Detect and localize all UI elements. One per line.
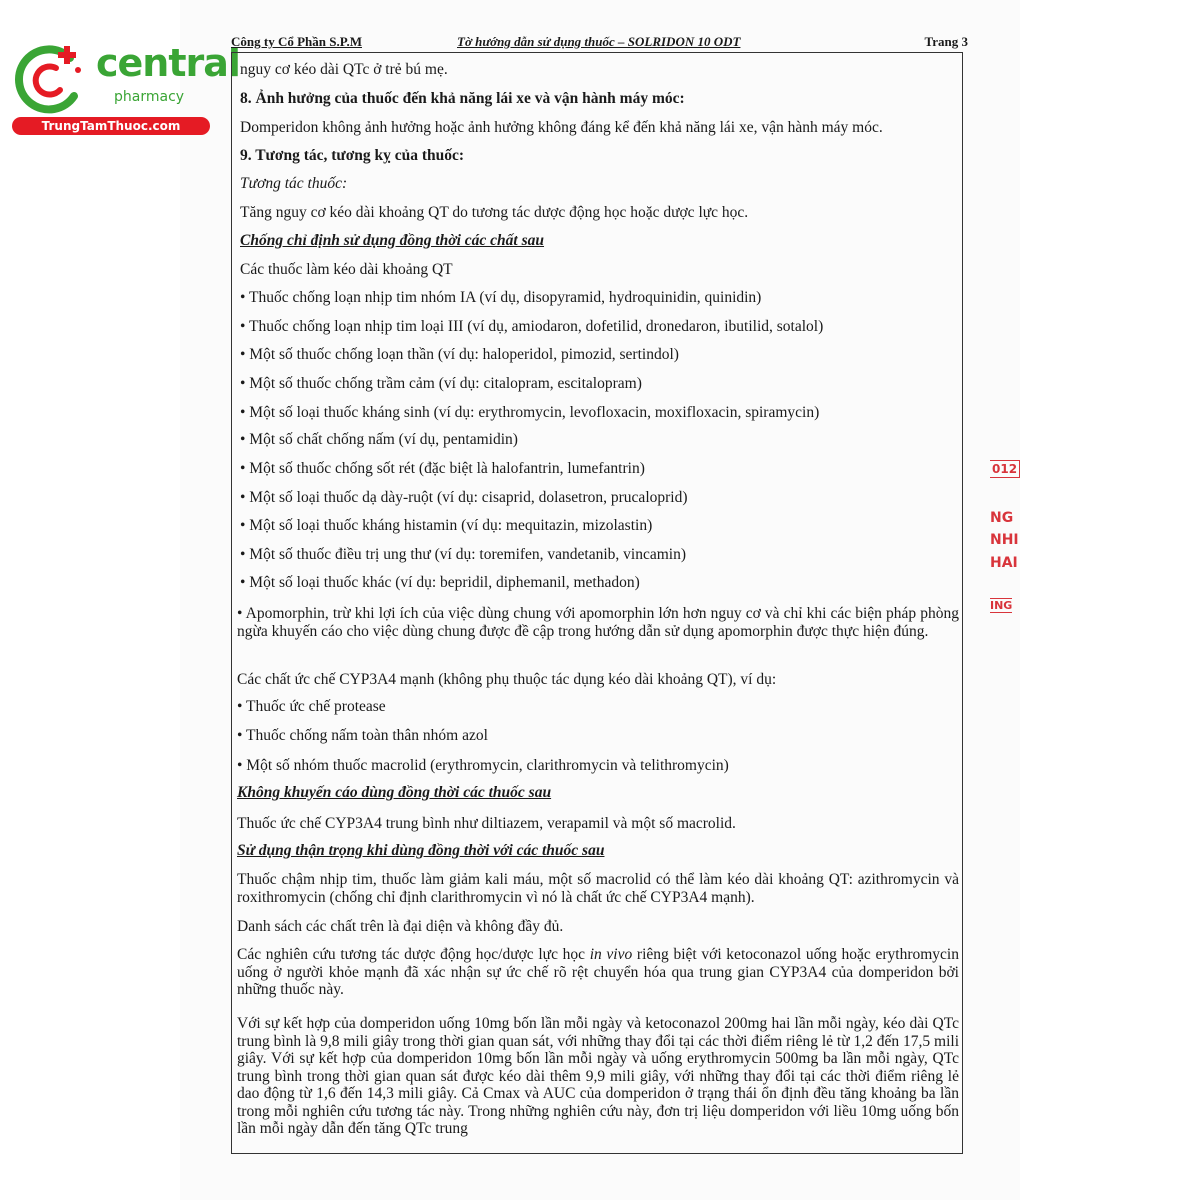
logo-subtitle: pharmacy bbox=[114, 89, 185, 105]
header-doc-title: Tờ hướng dẫn sử dụng thuốc – SOLRIDON 10 ODT bbox=[457, 34, 741, 49]
apomorphin-item: • Apomorphin, trừ khi lợi ích của việc dùng chung với apomorphin lớn hơn nguy cơ và chỉ khi các biện pháp phòng ngừa khuyến cáo cho việc dùng chung được đề cập trong hướng dẫn sử dụng apomorphin được thực hiện đúng. bbox=[237, 605, 959, 640]
study-text-b: riêng biệt với ketoconazol uống hoặc erythromycin uống ở người khỏe mạnh đã xác nhận sự ức chế rõ rệt chuyển hóa qua trung gian CYP3A4 của domperidon bởi những thuốc này. bbox=[237, 946, 959, 998]
list-item: • Một số chất chống nấm (ví dụ, pentamidin) bbox=[240, 431, 518, 448]
list-item: • Một số thuốc chống sốt rét (đặc biệt là halofantrin, lumefantrin) bbox=[240, 460, 645, 477]
section-9-title: 9. Tương tác, tương kỵ của thuốc: bbox=[240, 147, 465, 164]
list-item: • Một số loại thuốc khác (ví dụ: bepridil, diphemanil, methadon) bbox=[240, 574, 640, 591]
section-8-text: Domperidon không ảnh hưởng hoặc ảnh hưởng không đáng kể đến khả năng lái xe, vận hành máy móc. bbox=[240, 119, 883, 136]
list-item: • Một số loại thuốc dạ dày-ruột (ví dụ: cisaprid, dolasetron, prucaloprid) bbox=[240, 489, 688, 506]
continued-text: nguy cơ kéo dài QTc ở trẻ bú mẹ. bbox=[240, 61, 448, 78]
stamp-text: ING bbox=[990, 599, 1013, 612]
cyp3a4-intro: Các chất ức chế CYP3A4 mạnh (không phụ thuộc tác dụng kéo dài khoảng QT), ví dụ: bbox=[237, 671, 777, 688]
header-company: Công ty Cổ Phần S.P.M bbox=[231, 34, 362, 49]
list-note: Danh sách các chất trên là đại diện và không đầy đủ. bbox=[237, 918, 564, 935]
contraindication-heading: Chống chỉ định sử dụng đồng thời các chất sau bbox=[240, 232, 545, 249]
list-item: • Một số thuốc chống loạn thần (ví dụ: haloperidol, pimozid, sertindol) bbox=[240, 346, 679, 363]
header-page-number: Trang 3 bbox=[924, 34, 968, 49]
list-item: • Một số loại thuốc kháng sinh (ví dụ: erythromycin, levofloxacin, moxifloxacin, spiramycin) bbox=[240, 404, 820, 421]
list-item: • Thuốc ức chế protease bbox=[237, 698, 386, 715]
logo-url-badge[interactable]: TrungTamThuoc.com bbox=[12, 117, 210, 135]
list-item: • Thuốc chống nấm toàn thân nhóm azol bbox=[237, 727, 488, 744]
list-item: • Thuốc chống loạn nhịp tim nhóm IA (ví dụ, disopyramid, hydroquinidin, quinidin) bbox=[240, 289, 762, 306]
not-recommended-heading: Không khuyến cáo dùng đồng thời các thuốc sau bbox=[237, 784, 552, 801]
stamp-text: HAI bbox=[990, 555, 1018, 571]
red-stamp-fragment bbox=[990, 440, 1030, 630]
contraindication-intro: Các thuốc làm kéo dài khoảng QT bbox=[240, 261, 453, 278]
logo-c-cross-icon bbox=[12, 40, 90, 118]
qtc-results-paragraph: Với sự kết hợp của domperidon uống 10mg bốn lần mỗi ngày và ketoconazol 200mg hai lần mỗi ngày, kéo dài QTc trung bình là 9,8 mili giây trong thời gian quan sát, với những thay đổi tại các thời điểm riêng lẻ từ 1,2 đến 17,5 mili giây. Với sự kết hợp của domperidon 10mg bốn lần mỗi ngày và uống erythromycin 500mg ba lần mỗi ngày, QTc trung bình trong thời gian quan sát được kéo dài thêm 9,9 mili giây, với những thay đổi tại các thời điểm riêng lẻ dao động từ 1,6 đến 14,3 mili giây. Cả Cmax và AUC của domperidon ở trạng thái ổn định đều tăng khoảng ba lần trong mỗi nghiên cứu tương tác này. Trong những nghiên cứu này, đơn trị liệu domperidon với liều 10mg uống bốn lần mỗi ngày dẫn đến tăng QTc trung bbox=[237, 1015, 959, 1137]
list-item: • Thuốc chống loạn nhịp tim loại III (ví dụ, amiodaron, dofetilid, dronedaron, ibutilid, sotalol) bbox=[240, 318, 824, 335]
study-in-vivo: in vivo bbox=[589, 946, 633, 963]
section-8-title: 8. Ảnh hưởng của thuốc đến khả năng lái xe và vận hành máy móc: bbox=[240, 90, 685, 107]
section-9-subtitle: Tương tác thuốc: bbox=[240, 175, 348, 192]
list-item: • Một số nhóm thuốc macrolid (erythromycin, clarithromycin và telithromycin) bbox=[237, 757, 729, 774]
list-item: • Một số loại thuốc kháng histamin (ví dụ: mequitazin, mizolastin) bbox=[240, 517, 653, 534]
logo-brand-name: central bbox=[96, 41, 240, 85]
list-item: • Một số thuốc điều trị ung thư (ví dụ: toremifen, vandetanib, vincamin) bbox=[240, 546, 687, 563]
stamp-text: NHI bbox=[990, 532, 1019, 548]
not-recommended-text: Thuốc ức chế CYP3A4 trung bình như diltiazem, verapamil và một số macrolid. bbox=[237, 815, 736, 832]
stamp-text: 012 bbox=[990, 460, 1020, 478]
caution-heading: Sử dụng thận trọng khi dùng đồng thời với các thuốc sau bbox=[237, 842, 605, 859]
caution-text: Thuốc chậm nhịp tim, thuốc làm giảm kali máu, một số macrolid có thể làm kéo dài khoảng QT: azithromycin và roxithromycin (chống chỉ định clarithromycin vì nó là chất ức chế CYP3A4 mạnh). bbox=[237, 871, 959, 906]
study-text-a: Các nghiên cứu tương tác dược động học/dược lực học bbox=[237, 946, 590, 963]
document-header bbox=[231, 34, 968, 51]
list-item: • Một số thuốc chống trầm cảm (ví dụ: citalopram, escitalopram) bbox=[240, 375, 642, 392]
section-9-text: Tăng nguy cơ kéo dài khoảng QT do tương tác dược động học hoặc dược lực học. bbox=[240, 204, 749, 221]
stamp-text: NG bbox=[990, 510, 1014, 526]
interaction-studies-paragraph bbox=[237, 946, 959, 999]
